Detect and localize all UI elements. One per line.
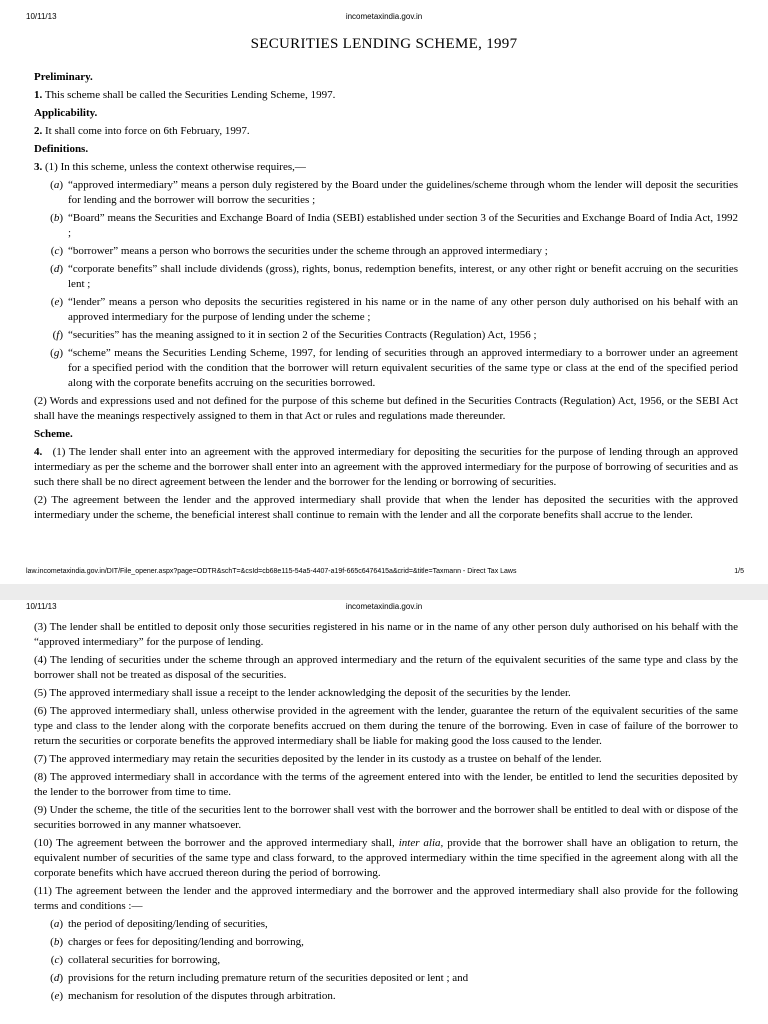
clause-number: 3.: [34, 161, 43, 173]
heading-preliminary: Preliminary.: [34, 71, 93, 83]
clause-4-4: (4) The lending of securities under the scheme through an approved intermediary and the return of the equivalent securities of the same type and class by the borrower shall not be treated as disposal of the securities.: [34, 654, 738, 681]
list-label: a: [53, 918, 60, 930]
definition-text: “Board” means the Securities and Exchange Board of India (SEBI) established under section 3 of the Securities and Exchange Board of India Act, 1992 ;: [68, 212, 738, 239]
term-c: [34, 953, 738, 968]
definition-text: “lender” means a person who deposits the securities registered in his name or in the name of any other person duly authorised on his behalf with an approved intermediary for the purpose of lending under the scheme ;: [68, 296, 738, 323]
heading-definitions: Definitions.: [34, 143, 89, 155]
clause-text: provide that the borrower shall have an obligation to return, the equivalent number of securities of the same type and class forward, to the approved intermediary within the time specified in the agreement along with all the corporate benefits which have accrued thereon during the period of borrowing.: [34, 837, 738, 879]
definition-text: “securities” has the meaning assigned to it in section 2 of the Securities Contracts (Regulation) Act, 1956 ;: [68, 329, 537, 341]
heading-applicability: Applicability.: [34, 107, 98, 119]
definition-text: “scheme” means the Securities Lending Scheme, 1997, for lending of securities through an approved intermediary to a borrower under an agreement for a specified period with the condition that the borrower will return equivalent securities of the same type or class at the end of the specified period along with the corporate benefits accruing on the securities borrowed.: [68, 347, 738, 389]
term-text: collateral securities for borrowing,: [68, 954, 221, 966]
footer-url: law.incometaxindia.gov.in/DIT/File_opener.aspx?page=ODTR&schT=&csId=cb68e115-54a5-4407-a19f-665c6476415a&crid=&title=Taxmann - Direct Tax Laws: [26, 568, 517, 575]
header-date: 10/11/13: [26, 602, 57, 611]
clause-4-1: [34, 445, 738, 490]
clause-3-2: (2) Words and expressions used and not defined for the purpose of this scheme but defined in the Securities Contracts (Regulation) Act, 1956, or the SEBI Act shall have the meanings respectively assigned to them in that Act or rules and regulations made thereunder.: [34, 395, 738, 422]
term-text: mechanism for resolution of the disputes through arbitration.: [68, 990, 336, 1002]
definition-b: [34, 211, 738, 241]
definition-g: [34, 346, 738, 391]
list-label: b: [53, 936, 60, 948]
definition-text: “corporate benefits” shall include dividends (gross), rights, bonus, redemption benefits, interest, or any other right or benefit accruing on the securities lent ;: [68, 263, 738, 290]
page-header: [0, 12, 768, 24]
definition-a: [34, 178, 738, 208]
term-e: [34, 989, 738, 1004]
clause-4-6: (6) The approved intermediary shall, unless otherwise provided in the agreement with the lender, guarantee the return of the equivalent securities of the same type and class to the lender along with the corporate benefits accrued on them during the tenure of the borrowing. Even in case of failure of the borrower to return the securities or corporate benefits the approved intermediary shall be liable for making good the loss caused to the lender.: [34, 705, 738, 747]
definition-text: “approved intermediary” means a person duly registered by the Board under the guidelines/scheme through whom the lender will deposit the securities for lending and the borrower will borrow the securities ;: [68, 179, 738, 206]
term-a: [34, 917, 738, 932]
page-number: 1/5: [734, 568, 744, 575]
list-label: d: [53, 972, 60, 984]
clause-number: 1.: [34, 89, 43, 101]
page-1-content: [34, 70, 738, 526]
list-label: a: [53, 179, 60, 191]
clause-text: It shall come into force on 6th February, 1997.: [45, 125, 250, 137]
clause-text: (10) The agreement between the borrower and the approved intermediary shall,: [34, 837, 395, 849]
term-text: provisions for the return including premature return of the securities deposited or lent ; and: [68, 972, 469, 984]
definition-text: “borrower” means a person who borrows the securities under the scheme through an approved intermediary ;: [68, 245, 548, 257]
term-text: charges or fees for depositing/lending and borrowing,: [68, 936, 304, 948]
clause-4-5: (5) The approved intermediary shall issue a receipt to the lender acknowledging the deposit of the securities by the lender.: [34, 687, 571, 699]
clause-number: 2.: [34, 125, 43, 137]
definition-f: [34, 328, 738, 343]
clause-4-2: (2) The agreement between the lender and the approved intermediary shall provide that when the lender has deposited the securities with the approved intermediary under the scheme, the beneficial interest shall continue to remain with the lender and all the corporate benefits shall accrue to the lender.: [34, 494, 738, 521]
definition-e: [34, 295, 738, 325]
header-date: 10/11/13: [26, 12, 57, 21]
heading-scheme: Scheme.: [34, 428, 73, 440]
clause-2: [34, 124, 738, 139]
header-site: incometaxindia.gov.in: [345, 12, 423, 21]
definition-d: [34, 262, 738, 292]
list-label: d: [53, 263, 60, 275]
document-title: SECURITIES LENDING SCHEME, 1997: [250, 36, 518, 52]
page-2-content: [34, 620, 738, 1007]
list-label: c: [54, 954, 60, 966]
clause-italic-text: inter alia,: [398, 837, 444, 849]
page-separator: [0, 584, 768, 600]
definition-c: [34, 244, 738, 259]
document-page-2: [0, 600, 768, 1024]
list-label: e: [54, 296, 60, 308]
list-label: b: [53, 212, 60, 224]
term-d: [34, 971, 738, 986]
list-label: c: [54, 245, 60, 257]
page-header: [0, 602, 768, 614]
list-label: g: [53, 347, 60, 359]
clause-4-8: (8) The approved intermediary shall in accordance with the terms of the agreement entered into with the lender, be entitled to lend the securities deposited by the lender to the borrower from time to time.: [34, 771, 738, 798]
clause-4-10: [34, 836, 738, 881]
clause-4-7: (7) The approved intermediary may retain the securities deposited by the lender in its custody as a trustee on behalf of the lender.: [34, 753, 602, 765]
clause-text: This scheme shall be called the Securities Lending Scheme, 1997.: [44, 89, 336, 101]
clause-4-3: (3) The lender shall be entitled to deposit only those securities registered in his name or in the name of any other person duly authorised on his behalf with the “approved intermediary” for the purpose of lending.: [34, 621, 738, 648]
term-text: the period of depositing/lending of securities,: [68, 918, 268, 930]
term-b: [34, 935, 738, 950]
clause-1: [34, 88, 738, 103]
clause-text: (1) The lender shall enter into an agreement with the approved intermediary for depositing the securities for the purpose of lending through an approved intermediary as per the scheme and the borrower shall enter into an agreement with the approved intermediary for the purpose of borrowing of securities and as such there shall be no direct agreement between the lender and the borrower for the lending or borrowing of securities.: [34, 446, 739, 488]
clause-4-9: (9) Under the scheme, the title of the securities lent to the borrower shall vest with the borrower and the borrower shall be entitled to deal with or dispose of the securities borrowed in any manner whatsoever.: [34, 804, 738, 831]
clause-3: [34, 160, 738, 175]
clause-4-11: (11) The agreement between the lender and the approved intermediary and the borrower and the approved intermediary shall also provide for the following terms and conditions :—: [34, 885, 738, 912]
clause-number: 4.: [34, 446, 43, 458]
header-site: incometaxindia.gov.in: [345, 602, 423, 611]
list-label: e: [54, 990, 60, 1002]
list-label: f: [56, 329, 60, 341]
clause-text: (1) In this scheme, unless the context otherwise requires,—: [45, 161, 306, 173]
